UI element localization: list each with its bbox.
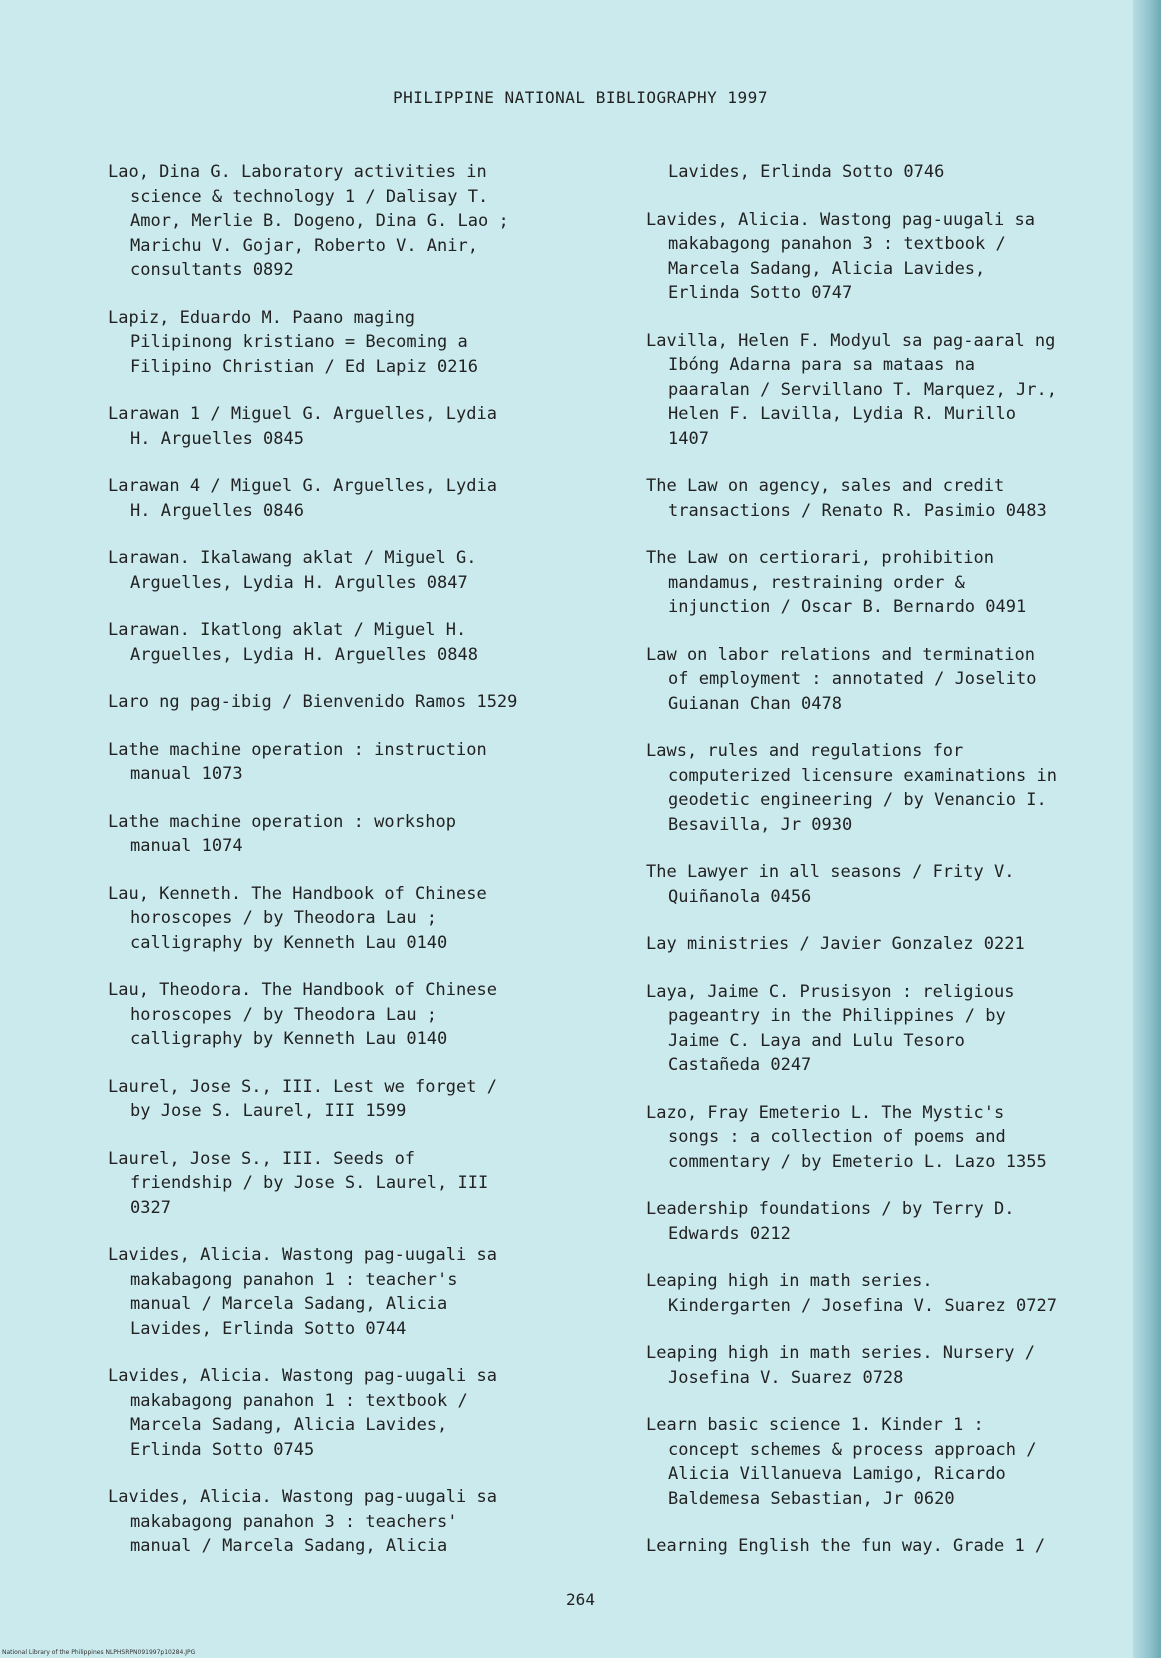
- page-title: PHILIPPINE NATIONAL BIBLIOGRAPHY 1997: [393, 88, 768, 107]
- bibliography-entry: Lavides, Alicia. Wastong pag-uugali sa makabagong panahon 3 : textbook / Marcela Sadang, Alicia Lavides, Erlinda Sotto 0747: [646, 209, 1035, 303]
- bibliography-entry: Larawan 4 / Miguel G. Arguelles, Lydia H. Arguelles 0846: [108, 476, 497, 521]
- continued-entry: Lavides, Erlinda Sotto 0746: [668, 162, 945, 182]
- bibliography-entry: Lazo, Fray Emeterio L. The Mystic's songs : a collection of poems and commentary / by Emeterio L. Lazo 1355: [646, 1102, 1047, 1172]
- bibliography-entry: Lao, Dina G. Laboratory activities in science & technology 1 / Dalisay T. Amor, Merlie B. Dogeno, Dina G. Lao ; Marichu V. Gojar, Roberto V. Anir, consultants 0892: [108, 162, 509, 280]
- left-column: [108, 160, 608, 1582]
- bibliography-entry: Learn basic science 1. Kinder 1 : concept schemes & process approach / Alicia Villanueva Lamigo, Ricardo Baldemesa Sebastian, Jr 0620: [646, 1415, 1037, 1509]
- bibliography-entry: Lau, Kenneth. The Handbook of Chinese horoscopes / by Theodora Lau ; calligraphy by Kenneth Lau 0140: [108, 883, 487, 953]
- scan-footer: National Library of the Philippines NLPHSRPN091997p10284.JPG: [2, 1649, 196, 1656]
- bibliography-entry: Lavides, Alicia. Wastong pag-uugali sa makabagong panahon 1 : textbook / Marcela Sadang, Alicia Lavides, Erlinda Sotto 0745: [108, 1366, 497, 1460]
- bibliography-entry: Law on labor relations and termination of employment : annotated / Joselito Guianan Chan 0478: [646, 644, 1037, 714]
- bibliography-entry: Laro ng pag-ibig / Bienvenido Ramos 1529: [108, 692, 518, 712]
- bibliography-entry: Leaping high in math series. Nursery / Josefina V. Suarez 0728: [646, 1343, 1035, 1388]
- bibliography-entry: The Law on certiorari, prohibition mandamus, restraining order & injunction / Oscar B. Bernardo 0491: [646, 548, 1027, 617]
- bibliography-entry: Laurel, Jose S., III. Lest we forget / by Jose S. Laurel, III 1599: [108, 1076, 497, 1121]
- bibliography-entry: Larawan. Ikalawang aklat / Miguel G. Arguelles, Lydia H. Argulles 0847: [108, 548, 477, 593]
- page-number: 264: [566, 1590, 595, 1609]
- bibliography-entry: Lavilla, Helen F. Modyul sa pag-aaral ng Ibóng Adarna para sa mataas na paaralan / Servillano T. Marquez, Jr., Helen F. Lavilla, Lydia R. Murillo 1407: [646, 330, 1057, 449]
- bibliography-entry: The Law on agency, sales and credit transactions / Renato R. Pasimio 0483: [646, 476, 1047, 521]
- bibliography-entry: Larawan 1 / Miguel G. Arguelles, Lydia H. Arguelles 0845: [108, 404, 497, 449]
- bibliography-entry: Larawan. Ikatlong aklat / Miguel H. Arguelles, Lydia H. Arguelles 0848: [108, 620, 478, 665]
- bibliography-entry: Laurel, Jose S., III. Seeds of friendship / by Jose S. Laurel, III 0327: [108, 1148, 489, 1218]
- bibliography-entry: Lavides, Alicia. Wastong pag-uugali sa makabagong panahon 3 : teachers' manual / Marcela Sadang, Alicia: [108, 1487, 497, 1556]
- bibliography-entry: Lau, Theodora. The Handbook of Chinese horoscopes / by Theodora Lau ; calligraphy by Kenneth Lau 0140: [108, 980, 497, 1049]
- right-column: [646, 160, 1146, 1582]
- bibliography-entry: Learning English the fun way. Grade 1 /: [646, 1536, 1046, 1556]
- bibliography-entry: Leaping high in math series. Kindergarten / Josefina V. Suarez 0727: [646, 1271, 1057, 1316]
- bibliography-entry: Leadership foundations / by Terry D. Edwards 0212: [646, 1199, 1015, 1244]
- bibliography-entry: Lapiz, Eduardo M. Paano maging Pilipinong kristiano = Becoming a Filipino Christian / Ed Lapiz 0216: [108, 307, 478, 377]
- bibliography-entry: The Lawyer in all seasons / Frity V. Quiñanola 0456: [646, 862, 1015, 907]
- bibliography-entry: Lathe machine operation : workshop manual 1074: [108, 811, 456, 856]
- bibliography-entry: Lay ministries / Javier Gonzalez 0221: [646, 934, 1025, 954]
- bibliography-entry: Laya, Jaime C. Prusisyon : religious pageantry in the Philippines / by Jaime C. Laya and Lulu Tesoro Castañeda 0247: [646, 981, 1015, 1075]
- bibliography-entry: Laws, rules and regulations for computerized licensure examinations in geodetic engineering / by Venancio I. Besavilla, Jr 0930: [646, 741, 1057, 835]
- bibliography-entry: Lavides, Alicia. Wastong pag-uugali sa makabagong panahon 1 : teacher's manual / Marcela Sadang, Alicia Lavides, Erlinda Sotto 0744: [108, 1245, 497, 1339]
- bibliography-entry: Lathe machine operation : instruction manual 1073: [108, 739, 487, 784]
